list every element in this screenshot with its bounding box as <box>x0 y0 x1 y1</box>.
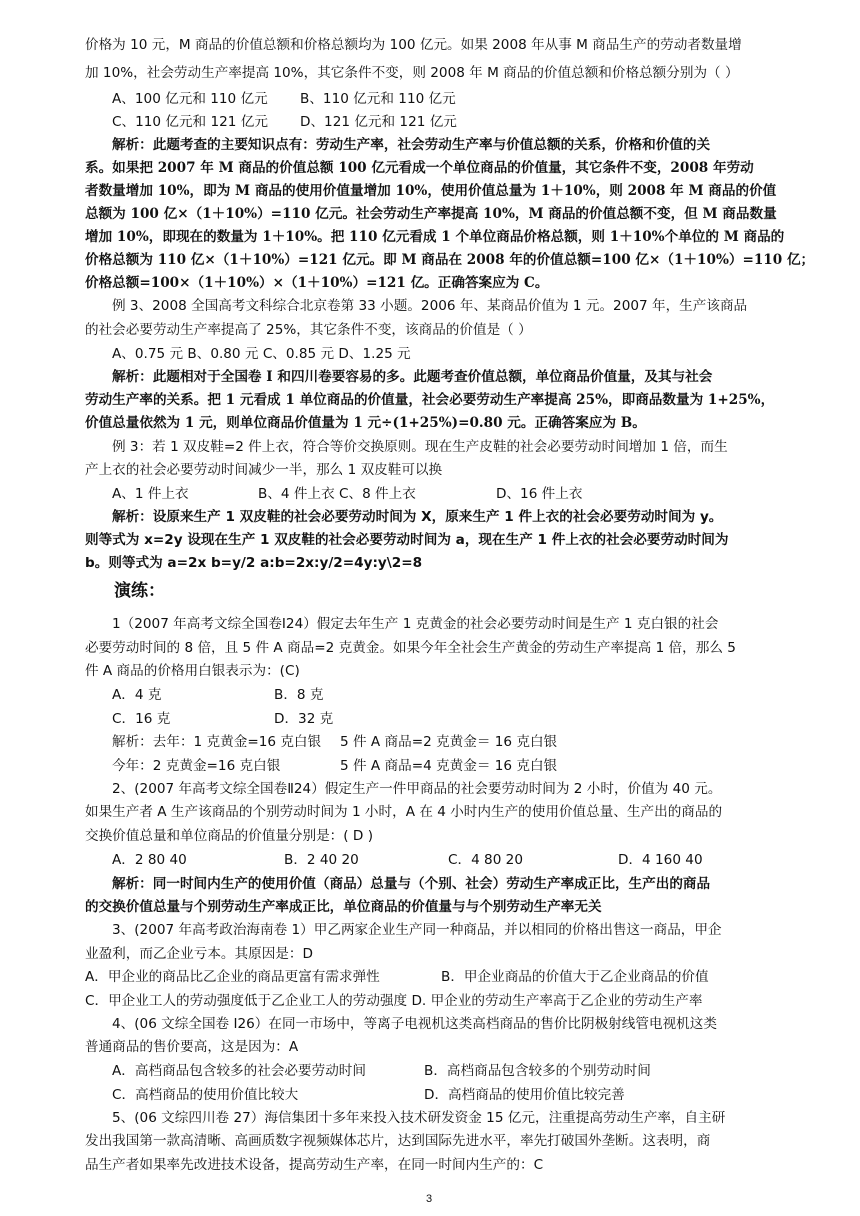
text-segment: D、16 件上衣 <box>496 486 583 502</box>
text-segment: D．4 160 40 <box>618 852 703 868</box>
text-line: 的社会必要劳动生产率提高了 25%，其它条件不变，该商品的价值是（ ） <box>85 322 532 338</box>
text-line: 交换价值总量和单位商品的价值量分别是：( D ) <box>85 828 373 844</box>
text-line: 加 10%，社会劳动生产率提高 10%，其它条件不变，则 2008 年 M 商品的价值总额和价格总额分别为（ ） <box>85 65 739 81</box>
text-segment: C．高档商品的使用价值比较大 <box>112 1087 299 1103</box>
text-line: 的交换价值总量与个别劳动生产率成正比，单位商品的价值量与与个别劳动生产率无关 <box>85 899 602 915</box>
text-segment: D．32 克 <box>274 711 334 727</box>
text-line: A、0.75 元 B、0.80 元 C、0.85 元 D、1.25 元 <box>112 346 411 362</box>
text-line: 5、(06 文综四川卷 27）海信集团十多年来投入技术研发资金 15 亿元，注重提高劳动生产率，自主研 <box>112 1110 726 1126</box>
text-line: 增加 10%，即现在的数量为 1＋10%。把 110 亿元看成 1 个单位商品价格总额，则 1＋10%个单位的 M 商品的 <box>85 229 785 245</box>
text-segment: A．高档商品包含较多的社会必要劳动时间 <box>112 1063 366 1079</box>
text-line: 解析：设原来生产 1 双皮鞋的社会必要劳动时间为 X，原来生产 1 件上衣的社会必要劳动时间为 y。 <box>112 509 723 525</box>
text-segment: D、121 亿元和 121 亿元 <box>300 114 457 130</box>
text-segment: C．16 克 <box>112 711 171 727</box>
text-segment: B．2 40 20 <box>284 852 359 868</box>
text-segment: B．甲企业商品的价值大于乙企业商品的价值 <box>441 969 709 985</box>
text-line: 4、(06 文综全国卷 I26）在同一市场中，等离子电视机这类高档商品的售价比阴极射线管电视机这类 <box>112 1016 717 1032</box>
page-number: 3 <box>426 1193 433 1205</box>
text-line: 3、(2007 年高考政治海南卷 1）甲乙两家企业生产同一种商品，并以相同的价格出售这一商品，甲企 <box>112 922 722 938</box>
text-segment: C、110 亿元和 121 亿元 <box>112 114 268 130</box>
text-line: 解析：此题相对于全国卷 I 和四川卷要容易的多。此题考查价值总额，单位商品价值量，及其与社会 <box>112 369 713 385</box>
text-line: 如果生产者 A 生产该商品的个别劳动时间为 1 小时，A 在 4 小时内生产的使用价值总量、生产出的商品的 <box>85 804 723 820</box>
text-line: 者数量增加 10%，即为 M 商品的使用价值量增加 10%，使用价值总量为 1＋10%，则 2008 年 M 商品的价值 <box>85 183 777 199</box>
text-line: 普通商品的售价要高，这是因为：A <box>85 1039 299 1055</box>
text-line: 必要劳动时间的 8 倍，且 5 件 A 商品=2 克黄金。如果今年全社会生产黄金的劳动生产率提高 1 倍，那么 5 <box>85 640 736 656</box>
text-line: 价格总额=100×（1＋10%）×（1＋10%）=121 亿。正确答案应为 C。 <box>85 275 549 291</box>
text-segment: 解析：去年：1 克黄金=16 克白银 <box>112 734 322 750</box>
text-segment: A．2 80 40 <box>112 852 187 868</box>
text-segment: C．4 80 20 <box>448 852 523 868</box>
text-line: 例 3：若 1 双皮鞋=2 件上衣，符合等价交换原则。现在生产皮鞋的社会必要劳动时间增加 1 倍，而生 <box>112 439 728 455</box>
text-line: 例 3、2008 全国高考文科综合北京卷第 33 小题。2006 年、某商品价值为 1 元。2007 年，生产该商品 <box>112 298 748 314</box>
text-line: 2、(2007 年高考文综全国卷Ⅱ24）假定生产一件甲商品的社会要劳动时间为 2 小时，价值为 40 元。 <box>112 781 722 797</box>
text-line: b。则等式为 a=2x b=y/2 a:b=2x:y/2=4y:y\2=8 <box>85 555 423 571</box>
text-line: 价值总量依然为 1 元，则单位商品价值量为 1 元÷(1+25%)=0.80 元。正确答案应为 B。 <box>85 415 646 431</box>
text-segment: 5 件 A 商品=2 克黄金＝ 16 克白银 <box>340 734 558 750</box>
text-line: 价格为 10 元，M 商品的价值总额和价格总额均为 100 亿元。如果 2008 年从事 M 商品生产的劳动者数量增 <box>85 37 742 53</box>
text-line: C．甲企业工人的劳动强度低于乙企业工人的劳动强度 D. 甲企业的劳动生产率高于乙企业的劳动生产率 <box>85 993 703 1009</box>
text-segment: D．高档商品的使用价值比较完善 <box>424 1087 625 1103</box>
text-segment: A．4 克 <box>112 687 162 703</box>
text-line: 产上衣的社会必要劳动时间减少一半，那么 1 双皮鞋可以换 <box>85 462 443 478</box>
text-segment: 5 件 A 商品=4 克黄金＝ 16 克白银 <box>340 758 558 774</box>
text-segment: 今年：2 克黄金=16 克白银 <box>112 758 281 774</box>
text-segment: B、110 亿元和 110 亿元 <box>300 91 456 107</box>
text-segment: A．甲企业的商品比乙企业的商品更富有需求弹性 <box>85 969 380 985</box>
text-line: 发出我国第一款高清晰、高画质数字视频媒体芯片，达到国际先进水平，率先打破国外垄断。这表明，商 <box>85 1133 711 1149</box>
text-line: 劳动生产率的关系。把 1 元看成 1 单位商品的价值量，社会必要劳动生产率提高 25%，即商品数量为 1+25%， <box>85 392 775 408</box>
text-line: 件 A 商品的价格用白银表示为：(C) <box>85 663 300 679</box>
text-line: 则等式为 x=2y 设现在生产 1 双皮鞋的社会必要劳动时间为 a，现在生产 1 件上衣的社会必要劳动时间为 <box>85 532 729 548</box>
text-line: 品生产者如果率先改进技术设备，提高劳动生产率，在同一时间内生产的：C <box>85 1157 544 1173</box>
text-line: 系。如果把 2007 年 M 商品的价值总额 100 亿元看成一个单位商品的价值量，其它条件不变，2008 年劳动 <box>85 160 754 176</box>
text-line: 解析：此题考查的主要知识点有：劳动生产率，社会劳动生产率与价值总额的关系，价格和价值的关 <box>112 137 711 153</box>
text-segment: B．高档商品包含较多的个别劳动时间 <box>424 1063 651 1079</box>
text-segment: B．8 克 <box>274 687 324 703</box>
text-segment: B、4 件上衣 C、8 件上衣 <box>258 486 416 502</box>
text-line: 价格总额为 110 亿×（1＋10%）=121 亿元。即 M 商品在 2008 年的价值总额=100 亿×（1＋10%）=110 亿； <box>85 252 815 268</box>
text-line: 业盈利，而乙企业亏本。其原因是：D <box>85 946 313 962</box>
section-heading: 演练： <box>114 581 165 601</box>
text-segment: A、1 件上衣 <box>112 486 189 502</box>
text-segment: A、100 亿元和 110 亿元 <box>112 91 268 107</box>
text-line: 1（2007 年高考文综全国卷Ⅰ24）假定去年生产 1 克黄金的社会必要劳动时间是生产 1 克白银的社会 <box>112 616 719 632</box>
text-line: 解析：同一时间内生产的使用价值（商品）总量与（个别、社会）劳动生产率成正比，生产出的商品 <box>112 876 711 892</box>
text-line: 总额为 100 亿×（1＋10%）=110 亿元。社会劳动生产率提高 10%，M 商品的价值总额不变，但 M 商品数量 <box>85 206 777 222</box>
